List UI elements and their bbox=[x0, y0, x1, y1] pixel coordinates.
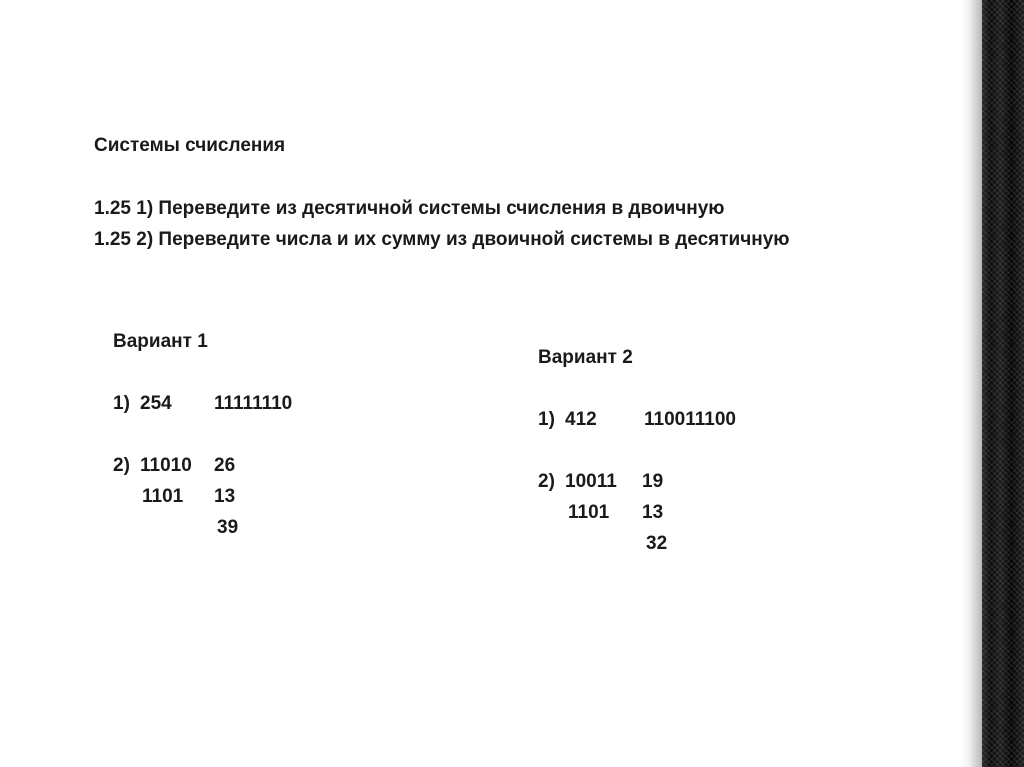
item-label: 2) bbox=[538, 471, 555, 492]
decimal-number: 13 bbox=[642, 502, 664, 523]
sum-number: 39 bbox=[217, 517, 239, 538]
answer-task-2-sum bbox=[538, 533, 668, 599]
variant-heading: Вариант 1 bbox=[113, 331, 208, 352]
task-1-text: 1.25 1) Переведите из десятичной системы счисления в двоичную bbox=[94, 198, 725, 219]
binary-number: 11111110 bbox=[214, 393, 293, 414]
binary-number: 10011 bbox=[565, 471, 617, 492]
sum-number: 32 bbox=[646, 533, 668, 554]
binary-number: 1101 bbox=[142, 486, 184, 507]
textured-border-strip bbox=[982, 0, 1024, 767]
item-label: 1) bbox=[538, 409, 555, 430]
decimal-number: 13 bbox=[214, 486, 236, 507]
decimal-number: 26 bbox=[214, 455, 236, 476]
answer-task-2-sum bbox=[113, 517, 239, 583]
variant-heading: Вариант 2 bbox=[538, 347, 633, 368]
item-label: 2) bbox=[113, 455, 130, 476]
decimal-number: 19 bbox=[642, 471, 664, 492]
binary-number: 110011100 bbox=[644, 409, 736, 430]
binary-number: 1101 bbox=[568, 502, 610, 523]
slide-title: Системы счисления bbox=[94, 135, 286, 156]
binary-number: 11010 bbox=[140, 455, 192, 476]
item-label: 1) bbox=[113, 393, 130, 414]
task-2-text: 1.25 2) Переведите числа и их сумму из двоичной системы в десятичную bbox=[94, 229, 790, 250]
decimal-number: 254 bbox=[140, 393, 172, 414]
decimal-number: 412 bbox=[565, 409, 597, 430]
slide-edge-shadow bbox=[960, 0, 982, 767]
